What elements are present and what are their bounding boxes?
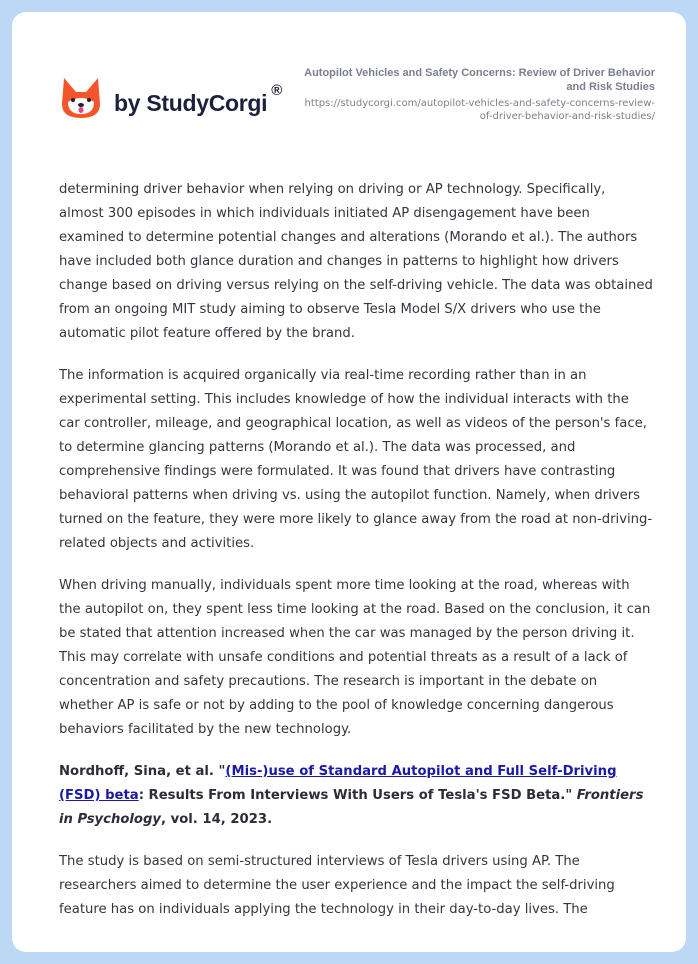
paragraph: The information is acquired organically via real-time recording rather than in an experimental setting. This includes knowledge of how the individual interacts with the car controller, mileage, and geographical location, as well as videos of the person's face, to determine glancing patterns (Morando et al.). The data was processed, and comprehensive findings were formulated. It was found that drivers have contrasting behavioral patterns when driving vs. using the autopilot function. Namely, when drivers turned on the feature, they were more likely to glance away from the road at non-driving-related objects and activities.	[59, 368, 653, 551]
corgi-icon	[60, 76, 102, 120]
document-url[interactable]: https://studycorgi.com/autopilot-vehicles-and-safety-concerns-review-of-driver-behavior-and-risk-studies/	[304, 98, 655, 122]
document-title: Autopilot Vehicles and Safety Concerns: Review of Driver Behavior and Risk Studies	[304, 67, 655, 93]
paragraph: determining driver behavior when relying on driving or AP technology. Specifically, almost 300 episodes in which individuals initiated AP disengagement have been examined to determine potential changes and alterations (Morando et al.). The authors have included both glance duration and changes in patterns to highlight how drivers change based on driving versus relying on the self-driving vehicle. The data was obtained from an ongoing MIT study aiming to observe Tesla Model S/X drivers who use the automatic pilot feature offered by the brand.	[59, 182, 653, 341]
paragraph: The study is based on semi-structured interviews of Tesla drivers using AP. The researchers aimed to determine the user experience and the impact the self-driving feature has on individuals applying the technology in their day-to-day lives. The	[59, 854, 615, 917]
paragraph: When driving manually, individuals spent more time looking at the road, whereas with the autopilot on, they spent less time looking at the road. Based on the conclusion, it can be stated that attention increased when the car was managed by the person driving it. This may correlate with unsafe conditions and potential threats as a result of a lack of concentration and safety precautions. The research is important in the debate on whether AP is safe or not by adding to the pool of knowledge concerning dangerous behaviors facilitated by the new technology.	[59, 578, 651, 737]
header	[12, 12, 686, 162]
document-body	[59, 178, 653, 940]
document-page	[12, 12, 686, 952]
document-info	[295, 66, 655, 123]
citation: Nordhoff, Sina, et al. "(Mis-)use of Standard Autopilot and Full Self-Driving (FSD) beta: Results From Interviews With Users of Tesla's FSD Beta." Frontiers in Psychology, vol. 14, 2023.	[59, 764, 644, 827]
brand-name: by StudyCorgi ®	[114, 81, 283, 116]
citation-link[interactable]: (Mis-)use of Standard Autopilot and Full Self-Driving (FSD) beta	[59, 764, 617, 803]
studycorgi-logo[interactable]	[60, 76, 282, 120]
